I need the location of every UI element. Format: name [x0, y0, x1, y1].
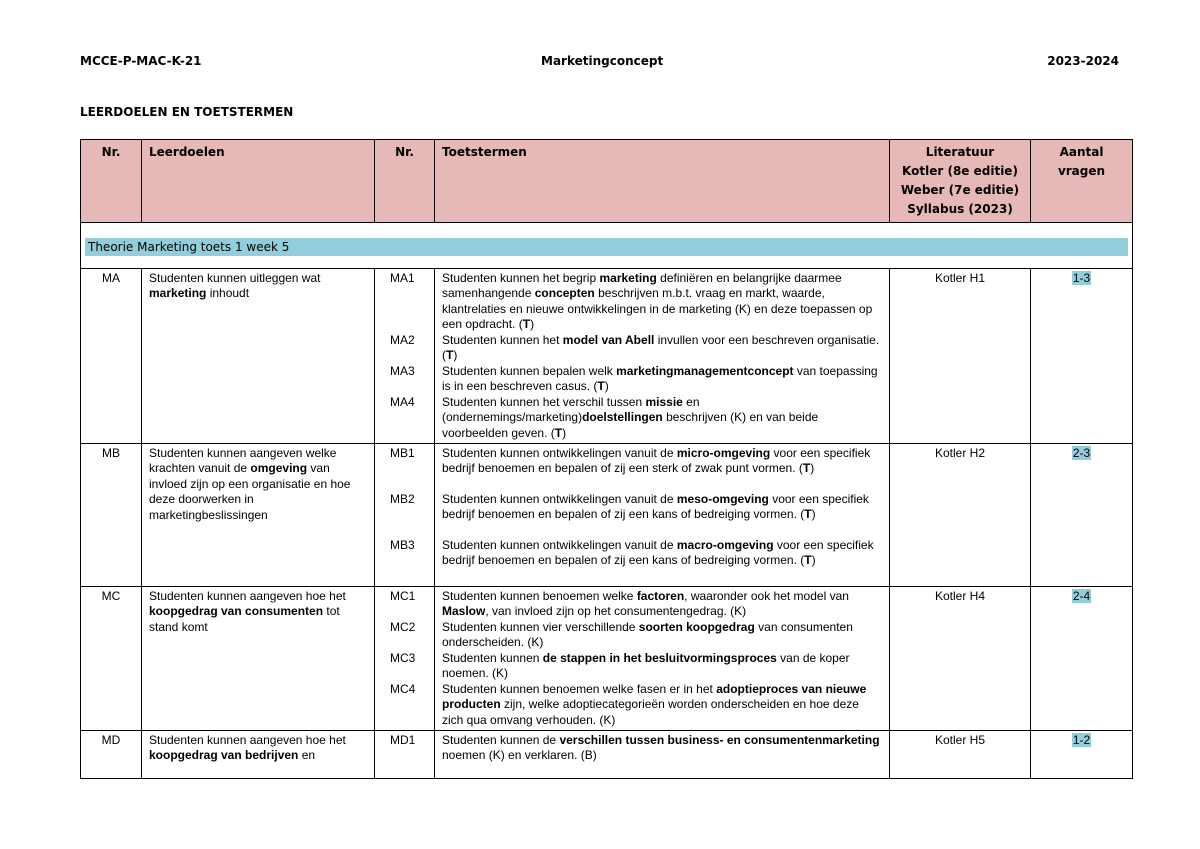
- document-code: MCCE-P-MAC-K-21: [80, 54, 202, 68]
- term-code: MD1: [390, 733, 416, 747]
- term-code: MB3: [390, 538, 415, 552]
- term-text: Studenten kunnen ontwikkelingen vanuit de macro-omgeving voor een specifiek bedrijf benoemen en bepalen of zij een kans of bedreiging vormen. (T): [442, 538, 874, 568]
- header-literatuur: Literatuur Kotler (8e editie) Weber (7e editie) Syllabus (2023): [890, 140, 1031, 223]
- header-leerdoelen: Leerdoelen: [142, 140, 375, 223]
- table-row: [81, 269, 1133, 444]
- term-text: Studenten kunnen ontwikkelingen vanuit de micro-omgeving voor een specifiek bedrijf benoemen en bepalen of zij een sterk of zwak punt vormen. (T): [442, 446, 871, 476]
- term-code: MC3: [390, 651, 416, 665]
- term-code: MA1: [390, 271, 415, 285]
- question-count: 2-3: [1072, 446, 1091, 460]
- term-text: Studenten kunnen bepalen welk marketingmanagementconcept van toepassing is in een beschreven casus. (T): [442, 364, 878, 394]
- literature-ref: Kotler H2: [934, 446, 986, 460]
- term-code: MC4: [390, 682, 416, 696]
- term-code: MA2: [390, 333, 415, 347]
- term-code: MA3: [390, 364, 415, 378]
- table-row: [81, 587, 1133, 731]
- term-code: MB1: [390, 446, 415, 460]
- school-year: 2023-2024: [1047, 54, 1119, 68]
- question-count: 1-2: [1072, 733, 1091, 747]
- question-count: 2-4: [1072, 589, 1091, 603]
- goal-text: Studenten kunnen aangeven hoe het koopgedrag van consumenten tot stand komt: [149, 589, 346, 634]
- term-code: MC2: [390, 620, 416, 634]
- header-toetstermen: Toetstermen: [435, 140, 890, 223]
- goal-text: Studenten kunnen uitleggen wat marketing inhoudt: [149, 271, 321, 301]
- term-code: MB2: [390, 492, 415, 506]
- goal-nr: MD: [101, 733, 121, 747]
- question-count: 1-3: [1072, 271, 1091, 285]
- term-text: Studenten kunnen vier verschillende soorten koopgedrag van consumenten onderscheiden. (K): [442, 620, 853, 650]
- theory-section-row: [81, 223, 1133, 269]
- goal-nr: MB: [102, 446, 120, 460]
- theory-section-label: Theorie Marketing toets 1 week 5: [85, 238, 1128, 256]
- header-nr2: Nr.: [375, 140, 435, 223]
- header-aantal-vragen: Aantal vragen: [1031, 140, 1133, 223]
- header-nr: Nr.: [81, 140, 142, 223]
- literature-ref: Kotler H1: [934, 271, 986, 285]
- term-text: Studenten kunnen de stappen in het besluitvormingsproces van de koper noemen. (K): [442, 651, 850, 681]
- term-text: Studenten kunnen benoemen welke factoren, waaronder ook het model van Maslow, van invloed zijn op het consumentengedrag. (K): [442, 589, 849, 619]
- literature-ref: Kotler H5: [934, 733, 986, 747]
- term-text: Studenten kunnen het model van Abell invullen voor een beschreven organisatie. (T): [442, 333, 880, 363]
- table-header-row: [81, 140, 1133, 223]
- term-text: Studenten kunnen ontwikkelingen vanuit de meso-omgeving voor een specifiek bedrijf benoemen en bepalen of zij een kans of bedreiging vormen. (T): [442, 492, 869, 522]
- term-code: MC1: [390, 589, 416, 603]
- document-title: Marketingconcept: [541, 54, 664, 68]
- term-code: MA4: [390, 395, 415, 409]
- term-text: Studenten kunnen het begrip marketing definiëren en belangrijke daarmee samenhangende concepten beschrijven m.b.t. vraag en markt, waarde, klantrelaties en nieuwe ontwikkelingen in de marketing (K) en deze toepassen op een opdracht. (T): [442, 271, 873, 332]
- goal-nr: MA: [102, 271, 120, 285]
- term-text: Studenten kunnen de verschillen tussen business- en consumentenmarketing noemen (K) en verklaren. (B): [442, 733, 880, 763]
- goal-nr: MC: [101, 589, 121, 603]
- section-title: LEERDOELEN EN TOETSTERMEN: [80, 105, 294, 119]
- term-text: Studenten kunnen het verschil tussen missie en (ondernemings/marketing)doelstellingen beschrijven (K) en van beide voorbeelden geven. (T): [442, 395, 819, 440]
- learning-goals-table: [80, 139, 1133, 779]
- term-text: Studenten kunnen benoemen welke fasen er in het adoptieproces van nieuwe producten zijn, welke adoptiecategorieën worden onderscheiden en hoe deze zich qua omvang verhouden. (K): [442, 682, 867, 727]
- goal-text: Studenten kunnen aangeven hoe het koopgedrag van bedrijven en: [149, 733, 346, 763]
- literature-ref: Kotler H4: [934, 589, 986, 603]
- table-row: [81, 731, 1133, 779]
- table-row: [81, 444, 1133, 587]
- goal-text: Studenten kunnen aangeven welke krachten vanuit de omgeving van invloed zijn op een organisatie en hoe deze doorwerken in marketingbeslissingen: [149, 446, 351, 522]
